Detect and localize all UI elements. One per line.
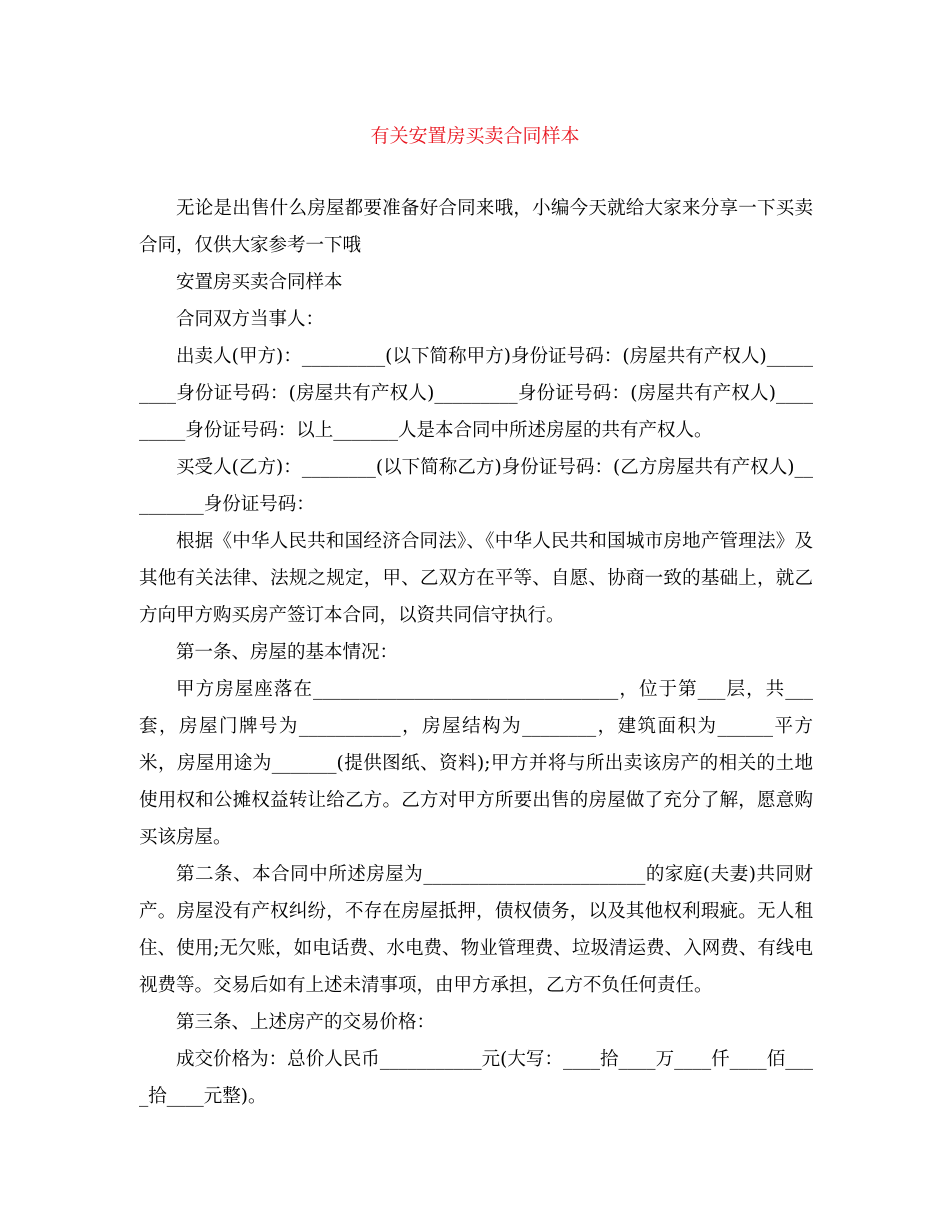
- buyer-paragraph: 买受人(乙方)：________(以下简称乙方)身份证号码：(乙方房屋共有产权人)_________身份证号码：: [139, 457, 813, 515]
- price-paragraph: 成交价格为：总价人民币___________元(大写：____拾____万____仟____佰____拾____元整)。: [139, 1049, 813, 1107]
- article-2-paragraph: 第二条、本合同中所述房屋为________________________的家庭(夫妻)共同财产。房屋没有产权纠纷，不存在房屋抵押，债权债务，以及其他权利瑕疵。无人租住、使用;无欠账，如电话费、水电费、物业管理费、垃圾清运费、入网费、有线电视费等。交易后如有上述未清事项，由甲方承担，乙方不负任何责任。: [139, 864, 813, 996]
- legal-basis-paragraph: 根据《中华人民共和国经济合同法》、《中华人民共和国城市房地产管理法》及其他有关法律、法规之规定，甲、乙双方在平等、自愿、协商一致的基础上，就乙方向甲方购买房产签订本合同，以资共同信守执行。: [139, 531, 813, 626]
- contract-heading: 安置房买卖合同样本: [176, 272, 343, 293]
- seller-paragraph: 出卖人(甲方)：_________(以下简称甲方)身份证号码：(房屋共有产权人)_________身份证号码：(房屋共有产权人)_________身份证号码：(房屋共有产权人)_________身份证号码：以上_______人是本合同中所述房屋的共有产权人。: [139, 346, 813, 441]
- article-1-paragraph: 甲方房屋座落在_________________________________，位于第___层，共___套，房屋门牌号为___________，房屋结构为________，建筑面积为______平方米，房屋用途为_______(提供图纸、资料);甲方并将与所出卖该房产的相关的土地使用权和公摊权益转让给乙方。乙方对甲方所要出售的房屋做了充分了解，愿意购买该房屋。: [139, 679, 813, 848]
- intro-paragraph: 无论是出售什么房屋都要准备好合同来哦，小编今天就给大家来分享一下买卖合同，仅供大家参考一下哦: [139, 198, 813, 256]
- article-1-heading: 第一条、房屋的基本情况：: [176, 642, 399, 663]
- article-3-heading: 第三条、上述房产的交易价格：: [176, 1012, 436, 1033]
- document-title: 有关安置房买卖合同样本: [370, 125, 580, 147]
- parties-heading: 合同双方当事人：: [176, 309, 325, 330]
- document-body: [139, 190, 813, 1115]
